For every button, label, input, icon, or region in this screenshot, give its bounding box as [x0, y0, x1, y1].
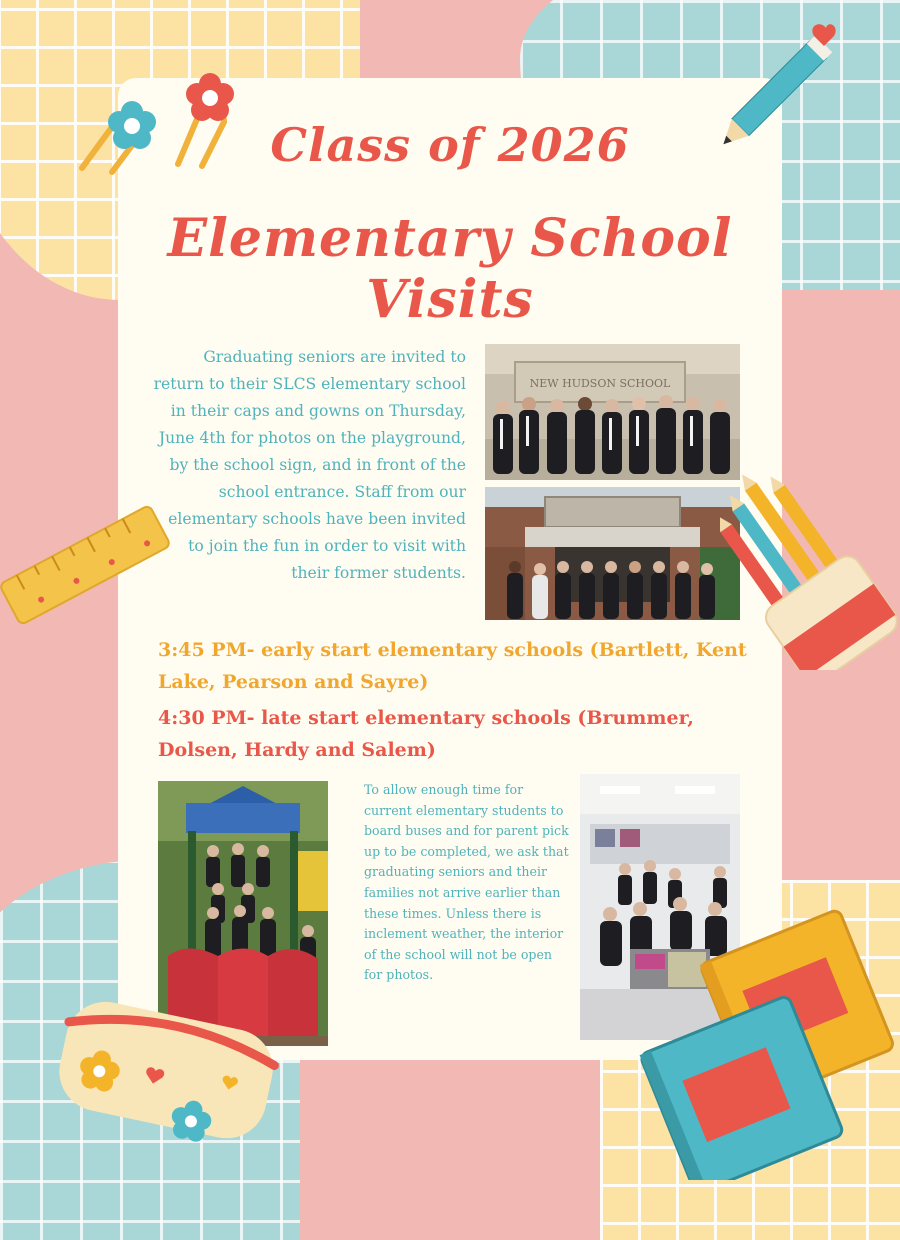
ruler-icon [0, 490, 180, 640]
photo-seniors-by-school-sign [485, 344, 740, 480]
pencil-icon [700, 14, 850, 174]
photo-seniors-at-school-entrance [485, 487, 740, 620]
arrival-note-paragraph: To allow enough time for current elementary students to board buses and for parent pick up to be completed, we ask that graduating seniors and their families not arrive earlier than these times. Unless there is inclement weather, the interior of the school will not be open for photos. [364, 782, 569, 983]
school-sign-text: NEW HUDSON SCHOOL [529, 377, 671, 390]
title-line-1: Class of 2026 [270, 118, 630, 172]
pencil-case-icon [40, 995, 290, 1155]
books-icon [630, 900, 900, 1180]
title-line-2: Elementary School Visits [167, 208, 733, 330]
paper-clip-flower-icon [60, 68, 260, 178]
late-start-schedule: 4:30 PM- late start elementary schools (Brummer, Dolsen, Hardy and Salem) [158, 707, 694, 761]
colored-pencil-cup-icon [720, 455, 900, 670]
early-start-schedule: 3:45 PM- early start elementary schools (Bartlett, Kent Lake, Pearson and Sayre) [158, 639, 747, 693]
intro-paragraph: Graduating seniors are invited to return to their SLCS elementary school in their caps and gowns on Thursday, June 4th for photos on the playground, by the school sign, and in front of the school entrance. Staff from our elementary schools have been invited to join the fun in order to visit with their former students. [153, 348, 466, 582]
